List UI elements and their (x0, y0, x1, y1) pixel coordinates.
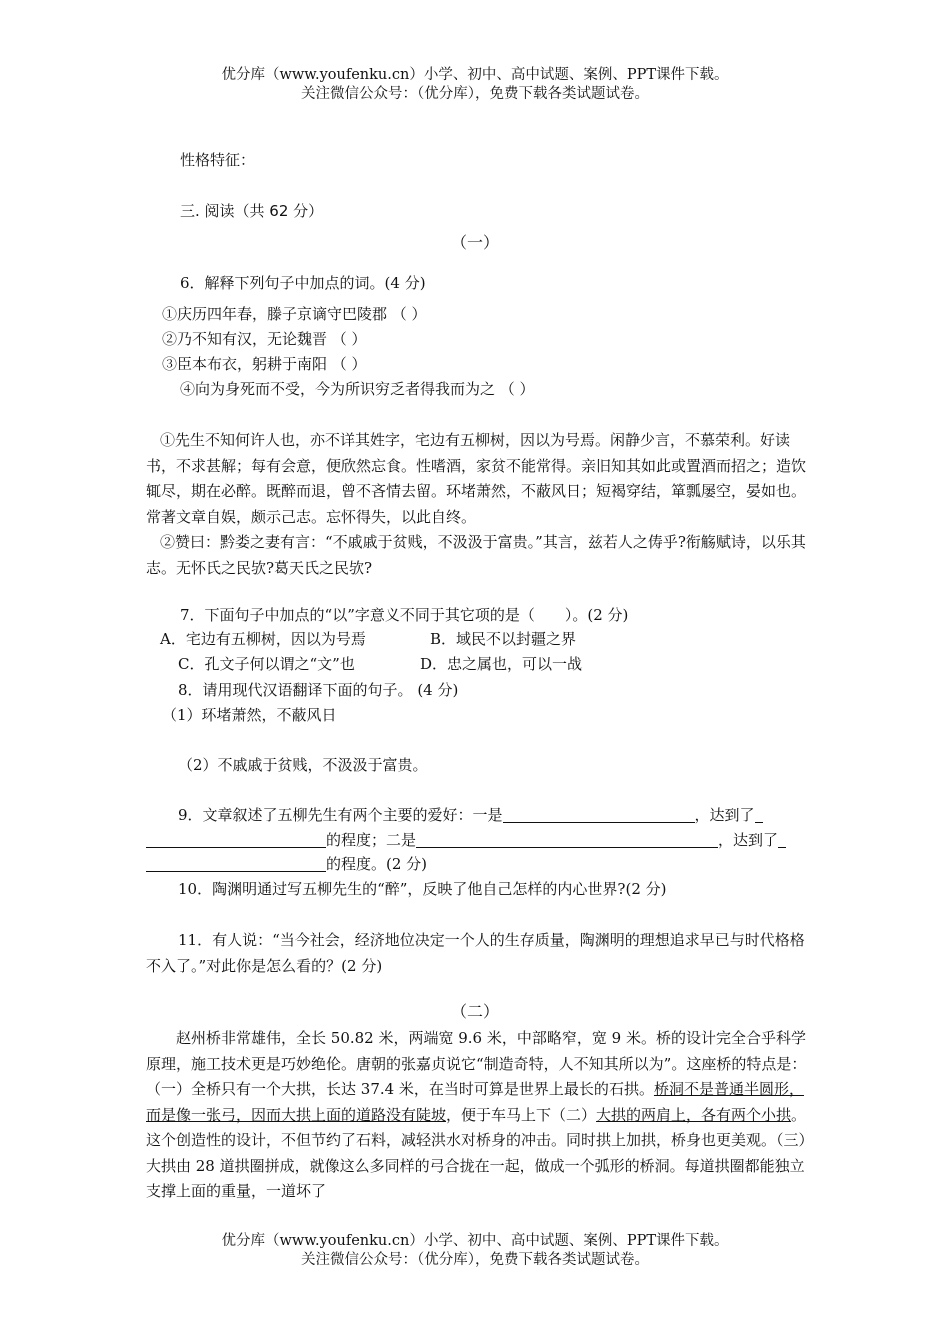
q9-answer-blank-3[interactable] (146, 831, 326, 848)
q6-item-4: ④向为身死而不受，今为所识穷乏者得我而为之 （ ） (180, 380, 535, 398)
passage-2-underlined-2: 大拱的两肩上，各有两个小拱 (596, 1105, 792, 1124)
q9-text-c: 的程度；二是 (326, 831, 417, 849)
passage-2-text-2: ，便于车马上下（二） (446, 1105, 597, 1124)
q10-stem: 10．陶渊明通过写五柳先生的“醉”，反映了他自己怎样的内心世界?(2 分) (178, 880, 667, 898)
q9-answer-blank-6[interactable] (146, 855, 326, 872)
footer-line-2: 关注微信公众号：（优分库），免费下载各类试题试卷。 (301, 1252, 649, 1268)
q9-answer-blank-1[interactable] (503, 806, 695, 823)
q9-line-2 (146, 828, 786, 852)
header-line-1: 优分库（www.youfenku.cn）小学、初中、高中试题、案例、PPT课件下载。 (221, 67, 729, 83)
q9-answer-blank-2[interactable] (755, 806, 763, 823)
page-footer (0, 1232, 950, 1270)
page-header (0, 66, 950, 104)
passage-1-paragraph-2: ②赞曰：黔娄之妻有言：“不戚戚于贫贱，不汲汲于富贵。”其言，兹若人之俦乎?衔觞赋诗，以乐其志。无怀氏之民欤?葛天氏之民欤? (146, 533, 806, 577)
q9-answer-blank-4[interactable] (416, 831, 718, 848)
section-3-title: 三. 阅读（共 62 分） (180, 202, 324, 220)
passage-2-text-3: 。这个创造性的设计，不但节约了石料，减轻洪水对桥身的冲击。同时拱上加拱，桥身也更美观。（三）大拱由 28 道拱圈拼成，就像这么多同样的弓合拢在一起，做成一个弧形的桥洞。每道拱圈都能独立支撑上面的重量，一道坏了 (146, 1105, 807, 1200)
header-line-2: 关注微信公众号：（优分库），免费下载各类试题试卷。 (301, 86, 649, 102)
passage-2-paragraph (146, 1026, 808, 1205)
trait-label: 性格特征： (180, 151, 256, 169)
passage-2-text-1: 赵州桥非常雄伟，全长 50.82 米，两端宽 9.6 米，中部略窄，宽 9 米。桥的设计完全合乎科学原理，施工技术更是巧妙绝伦。唐朝的张嘉贞说它“制造奇特，人不知其所以为”。这座桥的特点是：（一）全桥只有一个大拱，长达 37.4 米，在当时可算是世界上最长的石拱。 (146, 1029, 807, 1098)
q7-option-d: D．忠之属也，可以一战 (420, 655, 583, 673)
q7-option-b: B．域民不以封疆之界 (430, 630, 577, 648)
q8-sentence-2: （2）不戚戚于贫贱，不汲汲于富贵。 (178, 756, 428, 774)
q7-option-a: A．宅边有五柳树，因以为号焉 (160, 630, 366, 648)
q7-option-c: C．孔文子何以谓之“文”也 (178, 655, 355, 673)
footer-line-1: 优分库（www.youfenku.cn）小学、初中、高中试题、案例、PPT课件下载。 (221, 1233, 729, 1249)
q9-text-a: 9．文章叙述了五柳先生有两个主要的爱好：一是 (178, 806, 503, 824)
q9-line-1 (178, 803, 763, 827)
q8-stem: 8．请用现代汉语翻译下面的句子。 (4 分) (178, 681, 459, 699)
q9-text-b: ，达到了 (694, 806, 755, 824)
q6-item-2: ②乃不知有汉，无论魏晋 （ ） (162, 330, 367, 348)
q8-sentence-1: （1）环堵萧然，不蔽风日 (162, 706, 337, 724)
q7-stem: 7．下面句子中加点的“以”字意义不同于其它项的是（ ）。(2 分) (180, 606, 629, 624)
q9-line-3 (146, 852, 427, 876)
part-1-title: （一） (450, 233, 499, 252)
q6-item-1: ①庆历四年春，滕子京谪守巴陵郡 （ ） (162, 305, 427, 323)
q9-text-e: 的程度。(2 分) (326, 855, 428, 873)
passage-2-underlined-1: 桥洞不是普通半圆形，而是像一张弓，因而大拱上面的道路没有陡坡 (146, 1080, 804, 1124)
passage-1-paragraph-1: ①先生不知何许人也，亦不详其姓字，宅边有五柳树，因以为号焉。闲静少言，不慕荣利。好读书，不求甚解；每有会意，便欣然忘食。性嗜酒，家贫不能常得。亲旧知其如此或置酒而招之；造饮辄尽，期在必醉。既醉而退，曾不吝情去留。环堵萧然，不蔽风日；短褐穿结，箪瓢屡空，晏如也。常著文章自娱，颇示己志。忘怀得失，以此自终。 (146, 431, 807, 526)
q6-item-3: ③臣本布衣，躬耕于南阳 （ ） (162, 355, 367, 373)
q11-stem: 11．有人说：“当今社会，经济地位决定一个人的生存质量，陶渊明的理想追求早已与时代格格不入了。”对此你是怎么看的？(2 分) (146, 931, 805, 975)
part-2-title: （二） (450, 1002, 499, 1021)
q6-stem: 6．解释下列句子中加点的词。(4 分) (180, 274, 426, 292)
q9-answer-blank-5[interactable] (778, 831, 786, 848)
q9-text-d: ，达到了 (718, 831, 779, 849)
